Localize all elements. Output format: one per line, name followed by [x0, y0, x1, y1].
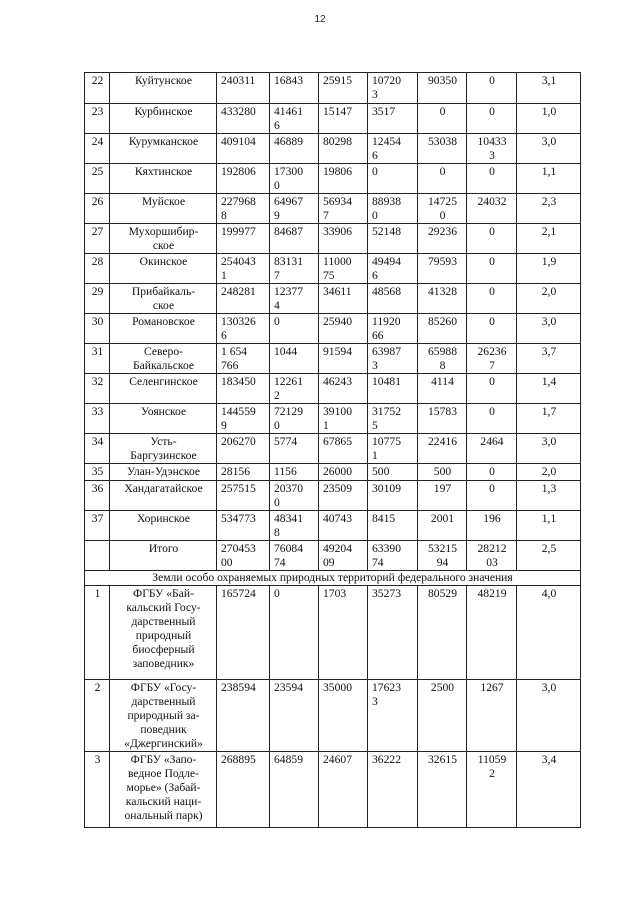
cell-value-2: 12261 2 [270, 374, 319, 404]
cell-row-number: 32 [85, 374, 110, 404]
cell-percent: 1,0 [517, 104, 581, 134]
cell-value-4: 36222 [368, 752, 418, 828]
cell-row-name: Хандагатайское [110, 481, 217, 511]
cell-row-name: ФГБУ «Бай- кальский Госу- дарственный природный биосферный заповедник» [110, 586, 217, 680]
cell-value-5: 500 [418, 464, 467, 481]
cell-value-2: 46889 [270, 134, 319, 164]
cell-value-1: 192806 [217, 164, 270, 194]
cell-row-number: 2 [85, 680, 110, 752]
cell-value-6: 0 [467, 404, 517, 434]
cell-row-number: 26 [85, 194, 110, 224]
cell-value-4: 31752 5 [368, 404, 418, 434]
cell-value-1: 227968 8 [217, 194, 270, 224]
cell-value-5: 2500 [418, 680, 467, 752]
cell-value-2: 83131 7 [270, 254, 319, 284]
cell-percent: 2,1 [517, 224, 581, 254]
cell-row-name: Усть- Баргузинское [110, 434, 217, 464]
cell-value-2: 20370 0 [270, 481, 319, 511]
cell-row-name: Куйтунское [110, 73, 217, 104]
cell-value-3: 26000 [319, 464, 368, 481]
cell-row-number: 22 [85, 73, 110, 104]
cell-percent: 2,0 [517, 284, 581, 314]
cell-value-3: 34611 [319, 284, 368, 314]
cell-value-2: 64859 [270, 752, 319, 828]
cell-value-6: 0 [467, 314, 517, 344]
cell-value-1: 240311 [217, 73, 270, 104]
district-row [85, 284, 581, 314]
cell-value-1: 534773 [217, 511, 270, 541]
cell-value-5: 79593 [418, 254, 467, 284]
cell-row-name: ФГБУ «Запо- ведное Подле- морье» (Забай- кальский наци- ональный парк) [110, 752, 217, 828]
federal-row [85, 586, 581, 680]
cell-row-name: Кяхтинское [110, 164, 217, 194]
cell-row-name: Окинское [110, 254, 217, 284]
cell-value-3: 25915 [319, 73, 368, 104]
cell-value-2: 41461 6 [270, 104, 319, 134]
cell-row-number: 29 [85, 284, 110, 314]
cell-value-3: 67865 [319, 434, 368, 464]
cell-value-2: 1044 [270, 344, 319, 374]
cell-value-5: 90350 [418, 73, 467, 104]
cell-value-4: 35273 [368, 586, 418, 680]
cell-percent: 1,7 [517, 404, 581, 434]
cell-value-6: 0 [467, 224, 517, 254]
cell-value-3: 15147 [319, 104, 368, 134]
district-row [85, 73, 581, 104]
cell-value-5: 65988 8 [418, 344, 467, 374]
page-number: 12 [314, 14, 326, 25]
cell-value-3: 80298 [319, 134, 368, 164]
cell-value-5: 15783 [418, 404, 467, 434]
cell-row-name: Муйское [110, 194, 217, 224]
section-title-row [85, 571, 581, 586]
cell-value-1: 144559 9 [217, 404, 270, 434]
cell-value-6: 0 [467, 164, 517, 194]
cell-row-number [85, 541, 110, 571]
cell-value-3: 46243 [319, 374, 368, 404]
district-row [85, 164, 581, 194]
cell-row-name: Мухоршибир- ское [110, 224, 217, 254]
cell-value-6: 1267 [467, 680, 517, 752]
section-title: Земли особо охраняемых природных территорий федерального значения [85, 571, 581, 586]
cell-value-5: 0 [418, 104, 467, 134]
cell-value-6: 26236 7 [467, 344, 517, 374]
cell-percent: 3,0 [517, 314, 581, 344]
cell-value-2: 64967 9 [270, 194, 319, 224]
cell-value-5: 2001 [418, 511, 467, 541]
cell-value-2: 48341 8 [270, 511, 319, 541]
cell-value-1: 199977 [217, 224, 270, 254]
cell-value-3: 91594 [319, 344, 368, 374]
cell-value-3: 39100 1 [319, 404, 368, 434]
federal-row [85, 752, 581, 828]
cell-row-name: Прибайкаль- ское [110, 284, 217, 314]
cell-value-2: 12377 4 [270, 284, 319, 314]
cell-row-number: 23 [85, 104, 110, 134]
district-row [85, 254, 581, 284]
cell-value-1: 130326 6 [217, 314, 270, 344]
cell-value-3: 24607 [319, 752, 368, 828]
cell-value-4: 10481 [368, 374, 418, 404]
cell-value-1: 1 654 766 [217, 344, 270, 374]
cell-row-name: Романовское [110, 314, 217, 344]
cell-value-5: 53215 94 [418, 541, 467, 571]
cell-value-6: 0 [467, 464, 517, 481]
total-row [85, 541, 581, 571]
cell-row-number: 25 [85, 164, 110, 194]
cell-row-number: 35 [85, 464, 110, 481]
cell-value-4: 10720 3 [368, 73, 418, 104]
cell-value-6: 0 [467, 374, 517, 404]
cell-value-6: 0 [467, 284, 517, 314]
cell-value-4: 11920 66 [368, 314, 418, 344]
district-row [85, 404, 581, 434]
cell-value-6: 0 [467, 73, 517, 104]
cell-value-5: 32615 [418, 752, 467, 828]
cell-value-4: 12454 6 [368, 134, 418, 164]
cell-value-2: 84687 [270, 224, 319, 254]
cell-value-3: 25940 [319, 314, 368, 344]
cell-value-1: 206270 [217, 434, 270, 464]
cell-value-3: 35000 [319, 680, 368, 752]
cell-row-name: Уоянское [110, 404, 217, 434]
cell-value-2: 1156 [270, 464, 319, 481]
district-row [85, 224, 581, 254]
cell-row-name: Итого [110, 541, 217, 571]
cell-percent: 3,1 [517, 73, 581, 104]
cell-value-3: 49204 09 [319, 541, 368, 571]
cell-value-2: 0 [270, 314, 319, 344]
cell-value-5: 0 [418, 164, 467, 194]
cell-value-1: 254043 1 [217, 254, 270, 284]
cell-value-4: 48568 [368, 284, 418, 314]
cell-percent: 4,0 [517, 586, 581, 680]
cell-value-1: 183450 [217, 374, 270, 404]
district-row [85, 464, 581, 481]
district-row [85, 374, 581, 404]
cell-value-4: 3517 [368, 104, 418, 134]
cell-value-5: 85260 [418, 314, 467, 344]
cell-value-6: 0 [467, 481, 517, 511]
cell-value-1: 28156 [217, 464, 270, 481]
cell-percent: 1,1 [517, 164, 581, 194]
cell-percent: 3,0 [517, 134, 581, 164]
cell-row-name: ФГБУ «Госу- дарственный природный за- поведник «Джергинский» [110, 680, 217, 752]
cell-value-2: 17300 0 [270, 164, 319, 194]
cell-value-4: 500 [368, 464, 418, 481]
cell-value-1: 257515 [217, 481, 270, 511]
federal-row [85, 680, 581, 752]
cell-value-6: 11059 2 [467, 752, 517, 828]
cell-value-1: 268895 [217, 752, 270, 828]
district-row [85, 134, 581, 164]
cell-value-1: 248281 [217, 284, 270, 314]
district-row [85, 481, 581, 511]
cell-row-number: 24 [85, 134, 110, 164]
cell-value-1: 238594 [217, 680, 270, 752]
cell-value-4: 49494 6 [368, 254, 418, 284]
cell-percent: 1,3 [517, 481, 581, 511]
cell-percent: 2,3 [517, 194, 581, 224]
cell-row-number: 30 [85, 314, 110, 344]
cell-value-4: 8415 [368, 511, 418, 541]
cell-row-number: 27 [85, 224, 110, 254]
cell-value-3: 56934 7 [319, 194, 368, 224]
cell-value-1: 270453 00 [217, 541, 270, 571]
cell-percent: 3,4 [517, 752, 581, 828]
cell-value-2: 0 [270, 586, 319, 680]
cell-value-3: 23509 [319, 481, 368, 511]
cell-value-5: 22416 [418, 434, 467, 464]
cell-row-number: 28 [85, 254, 110, 284]
cell-row-name: Северо- Байкальское [110, 344, 217, 374]
cell-value-4: 17623 3 [368, 680, 418, 752]
cell-value-6: 2464 [467, 434, 517, 464]
cell-value-6: 28212 03 [467, 541, 517, 571]
cell-row-number: 37 [85, 511, 110, 541]
cell-row-number: 1 [85, 586, 110, 680]
cell-value-6: 0 [467, 104, 517, 134]
cell-value-2: 5774 [270, 434, 319, 464]
cell-value-4: 63987 3 [368, 344, 418, 374]
cell-percent: 3,0 [517, 680, 581, 752]
cell-percent: 2,5 [517, 541, 581, 571]
cell-value-5: 197 [418, 481, 467, 511]
cell-value-4: 10775 1 [368, 434, 418, 464]
cell-value-5: 41328 [418, 284, 467, 314]
cell-value-3: 33906 [319, 224, 368, 254]
land-data-table [84, 72, 581, 828]
cell-value-3: 40743 [319, 511, 368, 541]
cell-value-4: 63390 74 [368, 541, 418, 571]
cell-value-1: 409104 [217, 134, 270, 164]
cell-row-number: 34 [85, 434, 110, 464]
cell-value-1: 165724 [217, 586, 270, 680]
cell-row-number: 31 [85, 344, 110, 374]
cell-value-4: 52148 [368, 224, 418, 254]
cell-value-5: 53038 [418, 134, 467, 164]
cell-value-6: 24032 [467, 194, 517, 224]
district-row [85, 344, 581, 374]
cell-value-6: 0 [467, 254, 517, 284]
cell-row-number: 3 [85, 752, 110, 828]
cell-percent: 1,9 [517, 254, 581, 284]
cell-value-6: 48219 [467, 586, 517, 680]
cell-percent: 1,4 [517, 374, 581, 404]
cell-row-number: 33 [85, 404, 110, 434]
cell-value-3: 11000 75 [319, 254, 368, 284]
cell-row-name: Хоринское [110, 511, 217, 541]
cell-percent: 3,7 [517, 344, 581, 374]
cell-value-4: 88938 0 [368, 194, 418, 224]
cell-value-3: 1703 [319, 586, 368, 680]
cell-value-4: 0 [368, 164, 418, 194]
district-row [85, 434, 581, 464]
cell-value-2: 23594 [270, 680, 319, 752]
cell-percent: 2,0 [517, 464, 581, 481]
cell-row-name: Курбинское [110, 104, 217, 134]
cell-value-6: 10433 3 [467, 134, 517, 164]
cell-value-5: 14725 0 [418, 194, 467, 224]
cell-percent: 3,0 [517, 434, 581, 464]
cell-value-2: 72129 0 [270, 404, 319, 434]
cell-row-name: Курумканское [110, 134, 217, 164]
district-row [85, 194, 581, 224]
cell-value-5: 29236 [418, 224, 467, 254]
cell-value-4: 30109 [368, 481, 418, 511]
district-row [85, 314, 581, 344]
cell-value-6: 196 [467, 511, 517, 541]
cell-row-number: 36 [85, 481, 110, 511]
cell-value-2: 76084 74 [270, 541, 319, 571]
cell-percent: 1,1 [517, 511, 581, 541]
district-row [85, 104, 581, 134]
district-row [85, 511, 581, 541]
cell-row-name: Селенгинское [110, 374, 217, 404]
cell-value-5: 4114 [418, 374, 467, 404]
cell-value-2: 16843 [270, 73, 319, 104]
cell-value-1: 433280 [217, 104, 270, 134]
cell-value-5: 80529 [418, 586, 467, 680]
cell-row-name: Улан-Удэнское [110, 464, 217, 481]
cell-value-3: 19806 [319, 164, 368, 194]
